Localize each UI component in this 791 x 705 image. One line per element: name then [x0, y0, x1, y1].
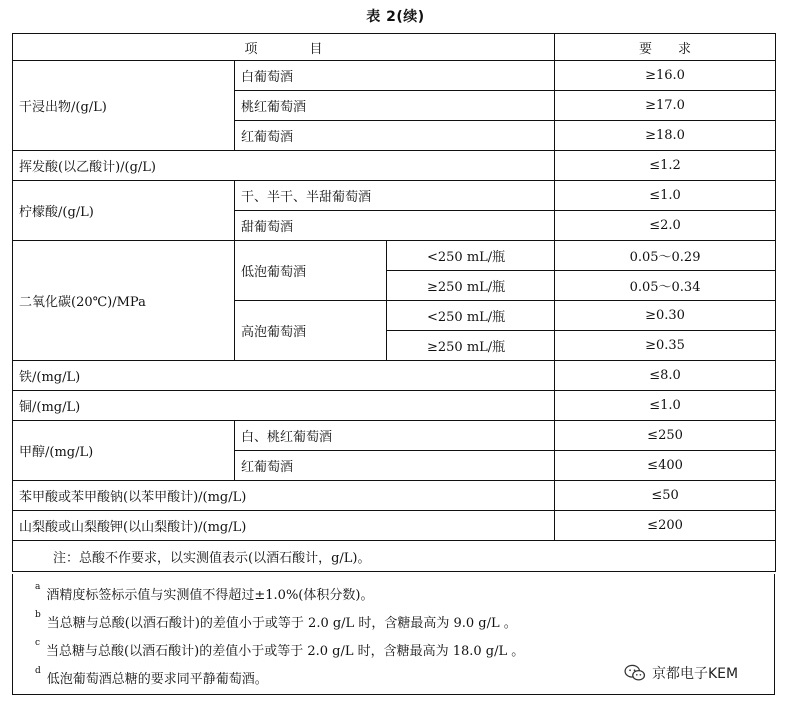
row-label-volatile-acid: 挥发酸(以乙酸计)/(g/L): [13, 151, 555, 181]
volume-label: <250 mL/瓶: [387, 241, 555, 271]
table-title: 表 2(续): [366, 9, 425, 25]
sub-label: 低泡葡萄酒: [235, 241, 387, 301]
watermark: [621, 662, 741, 684]
watermark-text: 京都电子KEM: [652, 666, 739, 682]
row-label-benzoic: 苯甲酸或苯甲酸钠(以苯甲酸计)/(mg/L): [13, 481, 555, 511]
footnote-text: 当总糖与总酸(以酒石酸计)的差值小于或等于 2.0 g/L 时，含糖最高为 9.0 g/L 。: [46, 616, 517, 631]
volume-label: ≥250 mL/瓶: [387, 271, 555, 301]
table-row: [13, 391, 776, 421]
requirement-value: ≥0.35: [555, 331, 776, 361]
requirement-value: 0.05～0.34: [555, 271, 776, 301]
requirement-value: ≤8.0: [555, 361, 776, 391]
table-row: [13, 421, 776, 451]
footnote-mark: a: [35, 581, 41, 592]
requirement-value: ≤2.0: [555, 211, 776, 241]
table-row: [13, 61, 776, 91]
sub-label: 白葡萄酒: [235, 61, 555, 91]
footnote-text: 低泡葡萄酒总糖的要求同平静葡萄酒。: [46, 672, 268, 687]
requirement-value: ≥17.0: [555, 91, 776, 121]
requirement-value: ≤1.2: [555, 151, 776, 181]
row-label-citric-acid: 柠檬酸/(g/L): [13, 181, 235, 241]
note-row: [13, 541, 776, 572]
table-row: [13, 511, 776, 541]
sub-label: 红葡萄酒: [235, 121, 555, 151]
sub-label: 红葡萄酒: [235, 451, 555, 481]
footnote-mark: b: [35, 609, 41, 620]
row-label-iron: 铁/(mg/L): [13, 361, 555, 391]
requirement-value: ≤400: [555, 451, 776, 481]
table-row: [13, 241, 776, 271]
sub-label: 桃红葡萄酒: [235, 91, 555, 121]
requirement-value: ≤1.0: [555, 181, 776, 211]
row-label-copper: 铜/(mg/L): [13, 391, 555, 421]
footnote-mark: d: [35, 665, 41, 676]
sub-label: 甜葡萄酒: [235, 211, 555, 241]
requirement-value: ≥16.0: [555, 61, 776, 91]
header-item: 项 目: [13, 34, 555, 61]
table-row: [13, 361, 776, 391]
requirement-value: 0.05～0.29: [555, 241, 776, 271]
requirement-value: ≥18.0: [555, 121, 776, 151]
requirement-value: ≤250: [555, 421, 776, 451]
footnote-text: 当总糖与总酸(以酒石酸计)的差值小于或等于 2.0 g/L 时，含糖最高为 18.0 g/L 。: [46, 644, 525, 659]
wechat-icon: [624, 664, 646, 682]
requirement-value: ≥0.30: [555, 301, 776, 331]
requirement-value: ≤50: [555, 481, 776, 511]
row-label-methanol: 甲醇/(mg/L): [13, 421, 235, 481]
requirement-value: ≤200: [555, 511, 776, 541]
requirement-value: ≤1.0: [555, 391, 776, 421]
footnote-mark: c: [35, 637, 41, 648]
footnote: [35, 581, 374, 603]
table-row: [13, 181, 776, 211]
sub-label: 白、桃红葡萄酒: [235, 421, 555, 451]
footnote: [35, 665, 268, 687]
sub-label: 干、半干、半甜葡萄酒: [235, 181, 555, 211]
table-note: 注：总酸不作要求，以实测值表示(以酒石酸计，g/L)。: [13, 541, 776, 572]
volume-label: <250 mL/瓶: [387, 301, 555, 331]
header-requirement: 要 求: [555, 34, 776, 61]
volume-label: ≥250 mL/瓶: [387, 331, 555, 361]
table-row: [13, 481, 776, 511]
footnote-text: 酒精度标签标示值与实测值不得超过±1.0%(体积分数)。: [46, 588, 374, 603]
footnote: [35, 609, 517, 631]
row-label-co2: 二氧化碳(20℃)/MPa: [13, 241, 235, 361]
table-row: [13, 151, 776, 181]
spec-table: [12, 33, 776, 572]
sub-label: 高泡葡萄酒: [235, 301, 387, 361]
footnote: [35, 637, 525, 659]
table-header-row: [13, 34, 776, 61]
row-label-sorbic: 山梨酸或山梨酸钾(以山梨酸计)/(mg/L): [13, 511, 555, 541]
row-label-dry-extract: 干浸出物/(g/L): [13, 61, 235, 151]
